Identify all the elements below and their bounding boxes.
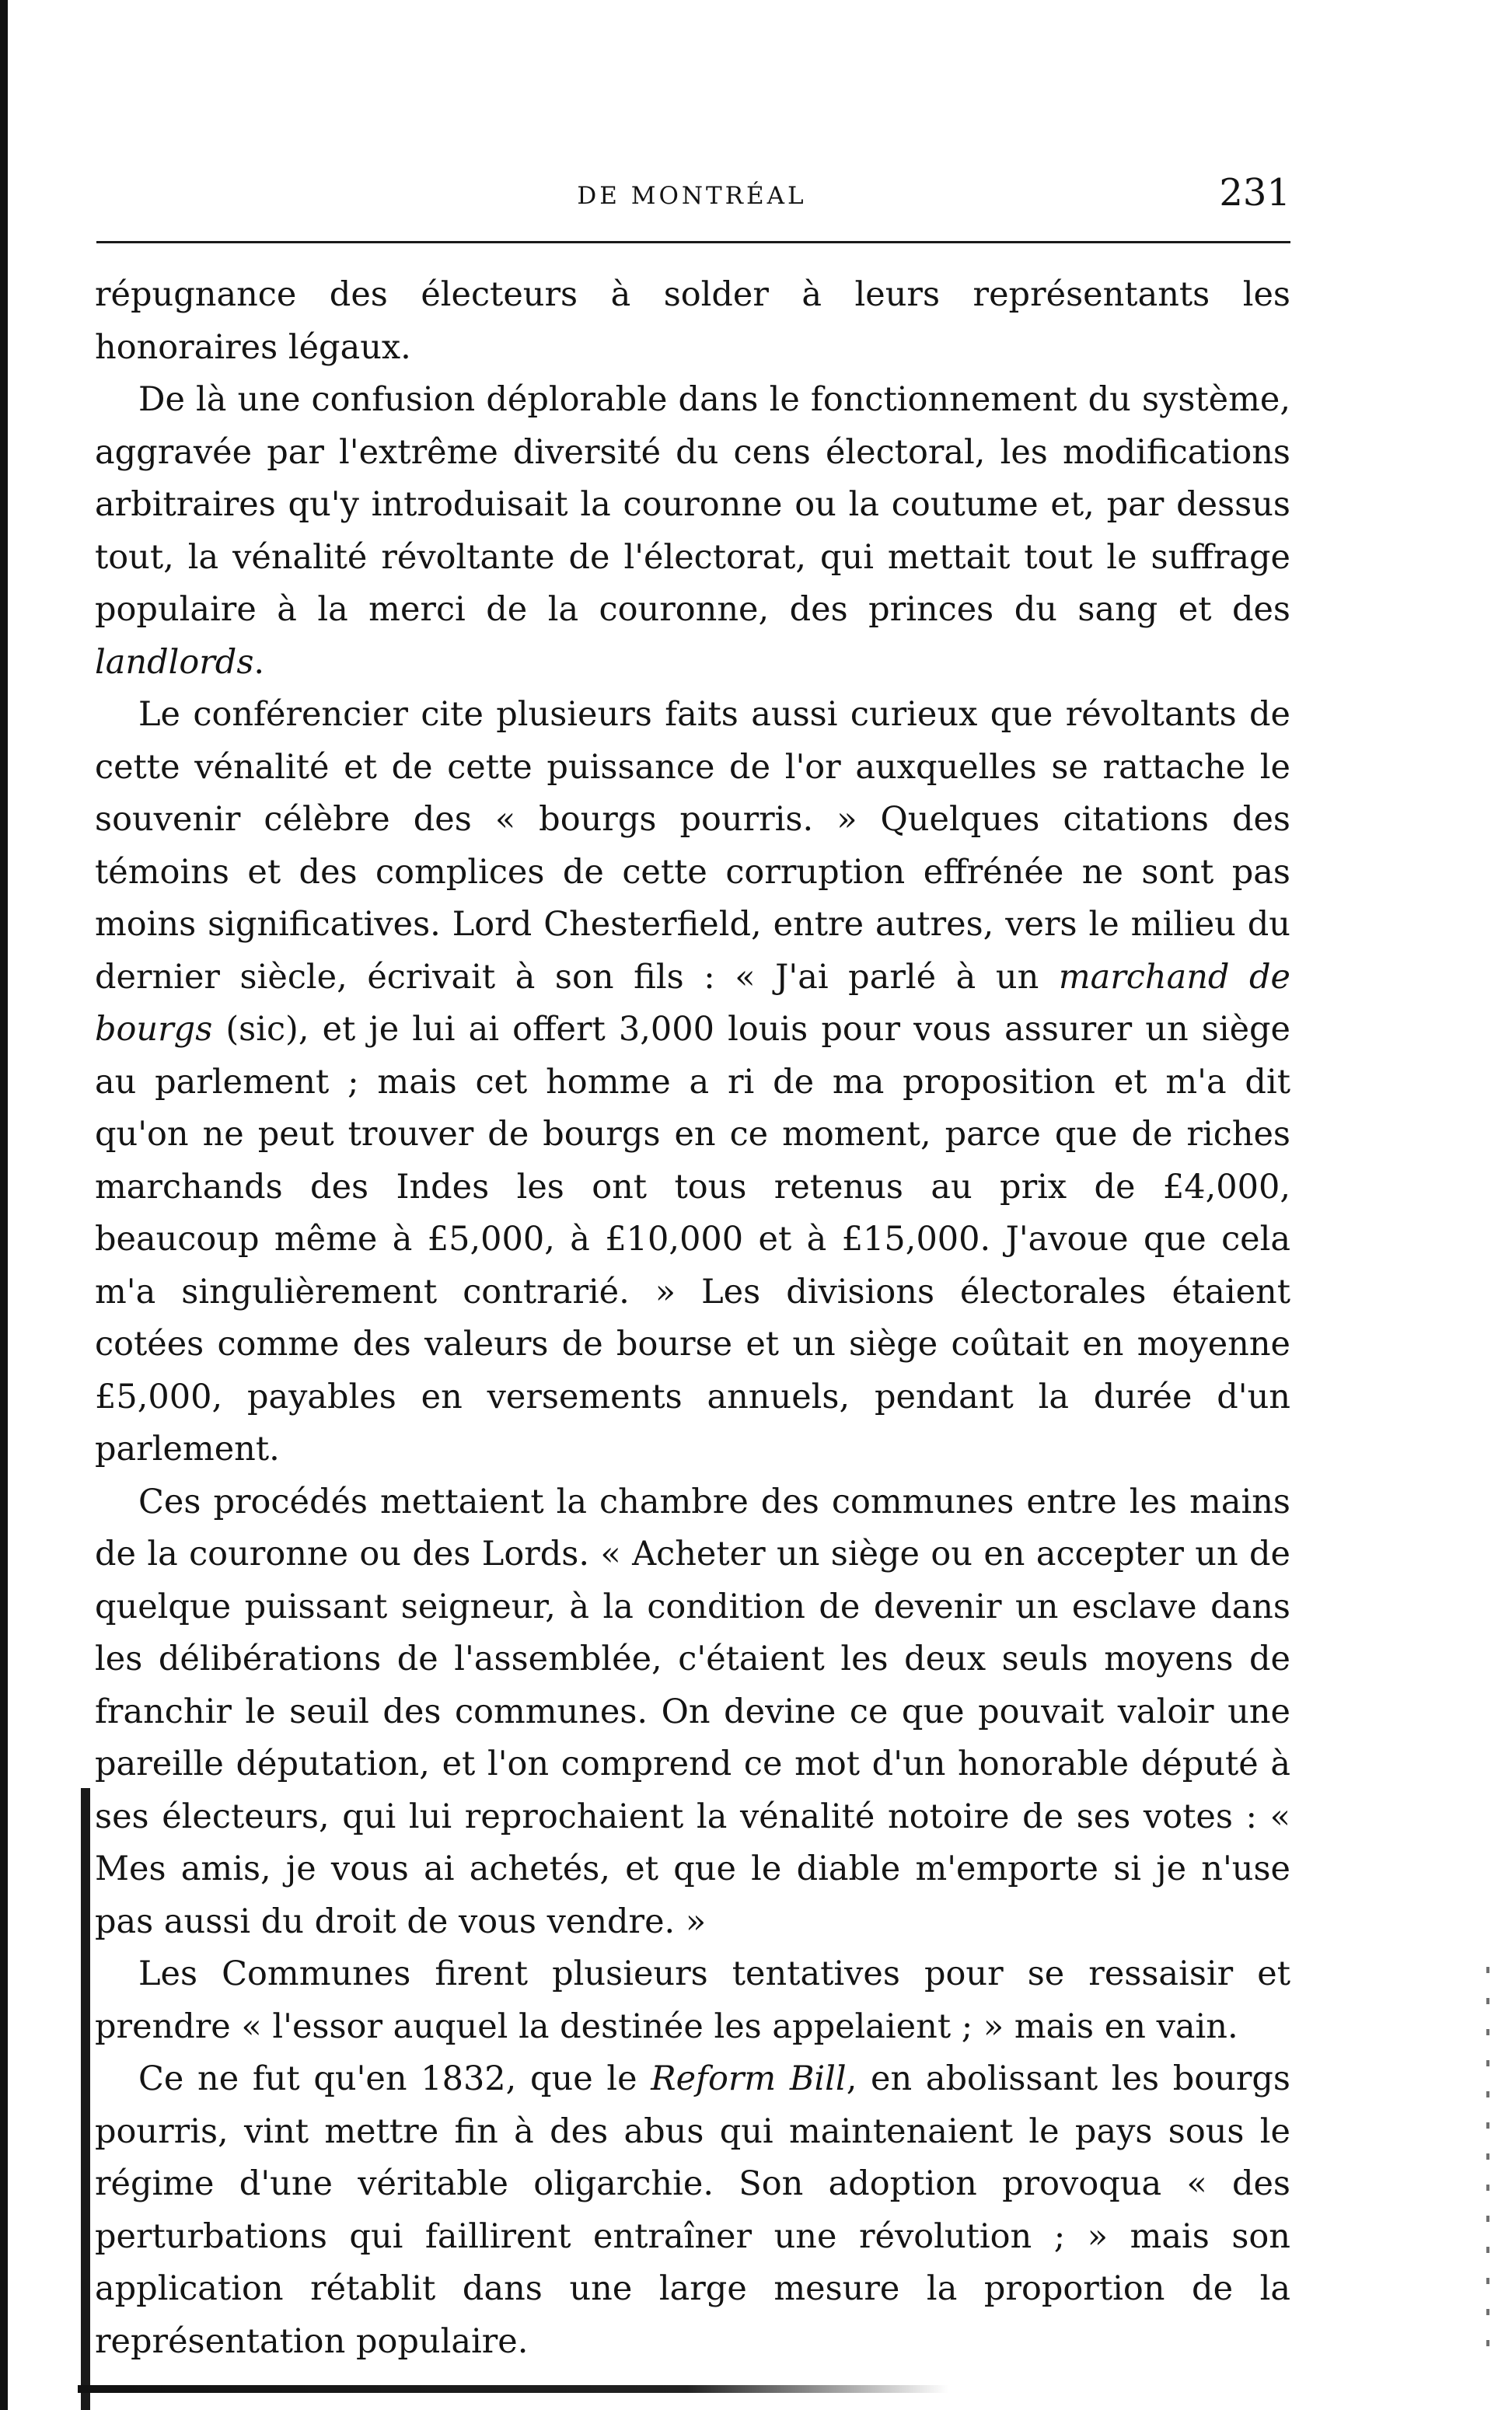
running-head-title: DE MONTRÉAL bbox=[577, 182, 807, 210]
italic-text: marchand de bourgs bbox=[95, 957, 1290, 1049]
page-number: 231 bbox=[1219, 171, 1290, 215]
paragraph bbox=[95, 2053, 1290, 2368]
paragraph bbox=[95, 1948, 1290, 2053]
running-head bbox=[93, 171, 1290, 222]
italic-text: landlords bbox=[95, 642, 254, 682]
paragraph bbox=[95, 269, 1290, 374]
text-segment: , en abolissant les bourgs pourris, vint mettre fin à des abus qui maintenaient le pays sous le régime d'une véritable oligarchie. Son adoption provoqua « des perturbations qui faillirent entraîner une révolution ; » mais son application rétablit dans une large mesure la proportion de la représentation populaire. bbox=[95, 2059, 1290, 2361]
text-segment: Ces procédés mettaient la chambre des communes entre les mains de la couronne ou des Lords. « Acheter un siège ou en accepter un de quelque puissant seigneur, à la condition de devenir un esclave dans les délibérations de l'assemblée, c'étaient les deux seuls moyens de franchir le seuil des communes. On devine ce que pouvait valoir une pareille députation, et l'on comprend ce mot d'un honorable député à ses électeurs, qui lui reprochaient la vénalité notoire de ses votes : « Mes amis, je vous ai achetés, et que le diable m'emporte si je n'use pas aussi du droit de vous vendre. » bbox=[95, 1482, 1290, 1941]
text-segment: répugnance des électeurs à solder à leurs représentants les honoraires légaux. bbox=[95, 275, 1290, 367]
paragraph bbox=[95, 374, 1290, 689]
text-segment: De là une confusion déplorable dans le fonctionnement du système, aggravée par l'extrême diversité du cens électoral, les modifications arbitraires qu'y introduisait la couronne ou la coutume et, par dessus tout, la vénalité révoltante de l'électorat, qui mettait tout le suffrage populaire à la merci de la couronne, des princes du sang et des bbox=[95, 380, 1290, 629]
page-gutter-shadow bbox=[81, 1788, 90, 2410]
italic-text: Reform Bill bbox=[651, 2059, 847, 2098]
paragraph bbox=[95, 689, 1290, 1476]
scan-artifact-marks bbox=[1486, 1967, 1489, 2371]
page-bottom-edge bbox=[78, 2385, 948, 2393]
text-segment: . bbox=[253, 642, 265, 682]
binding-edge bbox=[0, 0, 8, 2410]
text-segment: Ce ne fut qu'en 1832, que le bbox=[138, 2059, 651, 2098]
text-segment: (sic), et je lui ai offert 3,000 louis pour vous assurer un siège au parlement ; mais cet homme a ri de ma proposition et m'a dit qu'on ne peut trouver de bourgs en ce moment, parce que de riches marchands des Indes les ont tous retenus au prix de £4,000, beaucoup même à £5,000, à £10,000 et à £15,000. J'avoue que cela m'a singulièrement contrarié. » Les divisions électorales étaient cotées comme des valeurs de bourse et un siège coûtait en moyenne £5,000, payables en versements annuels, pendant la durée d'un parlement. bbox=[95, 1010, 1290, 1469]
header-rule bbox=[96, 241, 1290, 243]
text-segment: Le conférencier cite plusieurs faits aussi curieux que révoltants de cette vénalité et de cette puissance de l'or auxquelles se rattache le souvenir célèbre des « bourgs pourris. » Quelques citations des témoins et des complices de cette corruption effrénée ne sont pas moins significatives. Lord Chesterfield, entre autres, vers le milieu du dernier siècle, écrivait à son fils : « J'ai parlé à un bbox=[95, 695, 1290, 997]
body-text bbox=[95, 269, 1290, 2368]
text-segment: Les Communes firent plusieurs tentatives pour se ressaisir et prendre « l'essor auquel la destinée les appelaient ; » mais en vain. bbox=[95, 1954, 1290, 2046]
paragraph bbox=[95, 1476, 1290, 1949]
